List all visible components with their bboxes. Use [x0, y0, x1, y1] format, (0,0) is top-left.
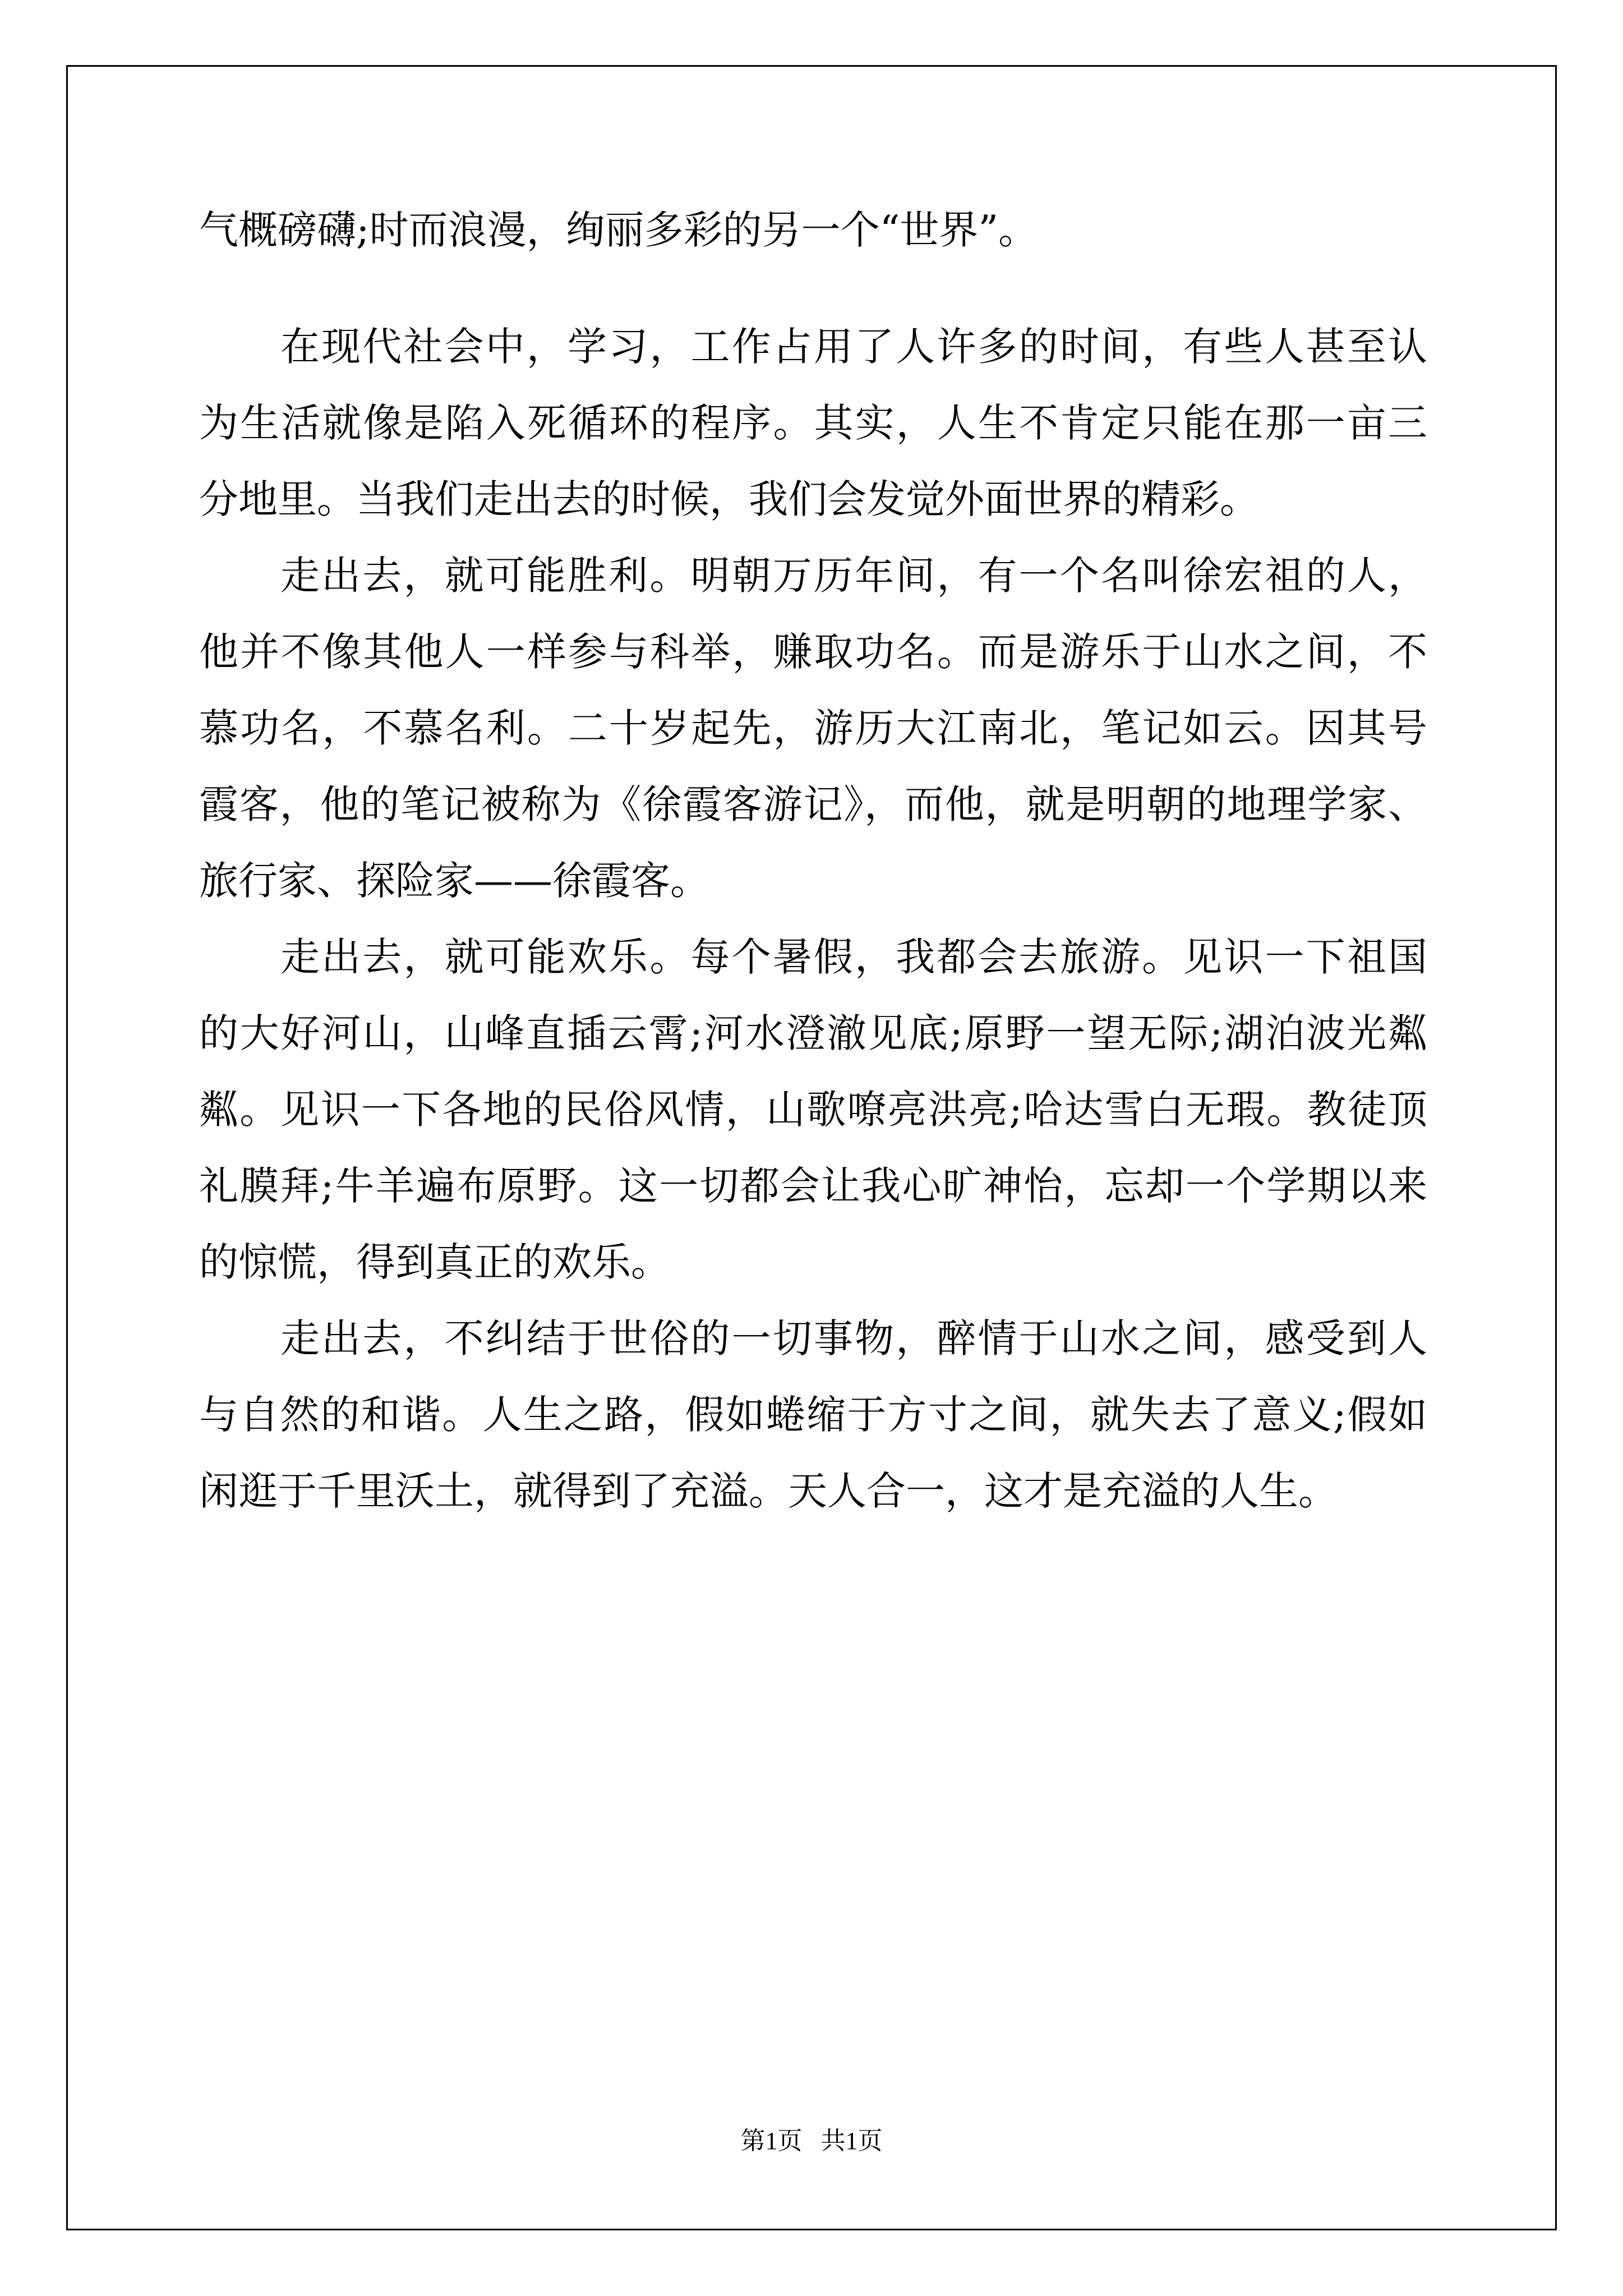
page-number: 第1页 共1页 — [740, 2127, 883, 2155]
text-line: 在现代社会中，学习，工作占用了人许多的时间，有些人甚至认 — [280, 324, 1427, 370]
text-line: 分地里。当我们走出去的时候，我们会发觉外面世界的精彩。 — [199, 476, 1259, 522]
text-line: 走出去，不纠结于世俗的一切事物，醉情于山水之间，感受到人 — [280, 1315, 1427, 1361]
text-line: 走出去，就可能胜利。明朝万历年间，有一个名叫徐宏祖的人， — [280, 553, 1427, 599]
text-line: 为生活就像是陷入死循环的程序。其实，人生不肯定只能在那一亩三 — [199, 400, 1427, 446]
text-line: 旅行家、探险家——徐霞客。 — [199, 858, 709, 904]
text-line: 粼。见识一下各地的民俗风情，山歌嘹亮洪亮;哈达雪白无瑕。教徒顶 — [199, 1087, 1427, 1133]
page-border — [66, 65, 1557, 2230]
text-line: 的惊慌，得到真正的欢乐。 — [199, 1239, 670, 1285]
text-line: 走出去，就可能欢乐。每个暑假，我都会去旅游。见识一下祖国 — [280, 934, 1427, 980]
text-line: 闲逛于千里沃土，就得到了充溢。天人合一，这才是充溢的人生。 — [199, 1468, 1338, 1514]
text-line: 的大好河山，山峰直插云霄;河水澄澈见底;原野一望无际;湖泊波光粼 — [199, 1010, 1427, 1056]
text-line: 与自然的和谐。人生之路，假如蜷缩于方寸之间，就失去了意义;假如 — [199, 1392, 1427, 1438]
text-line: 礼膜拜;牛羊遍布原野。这一切都会让我心旷神怡，忘却一个学期以来 — [199, 1163, 1427, 1209]
text-line: 他并不像其他人一样参与科举，赚取功名。而是游乐于山水之间，不 — [199, 629, 1427, 675]
text-line: 气概磅礴;时而浪漫，绚丽多彩的另一个“世界”。 — [199, 207, 1038, 253]
text-line: 霞客，他的笔记被称为《徐霞客游记》，而他，就是明朝的地理学家、 — [199, 781, 1427, 827]
text-line: 慕功名，不慕名利。二十岁起先，游历大江南北，笔记如云。因其号 — [199, 705, 1427, 751]
